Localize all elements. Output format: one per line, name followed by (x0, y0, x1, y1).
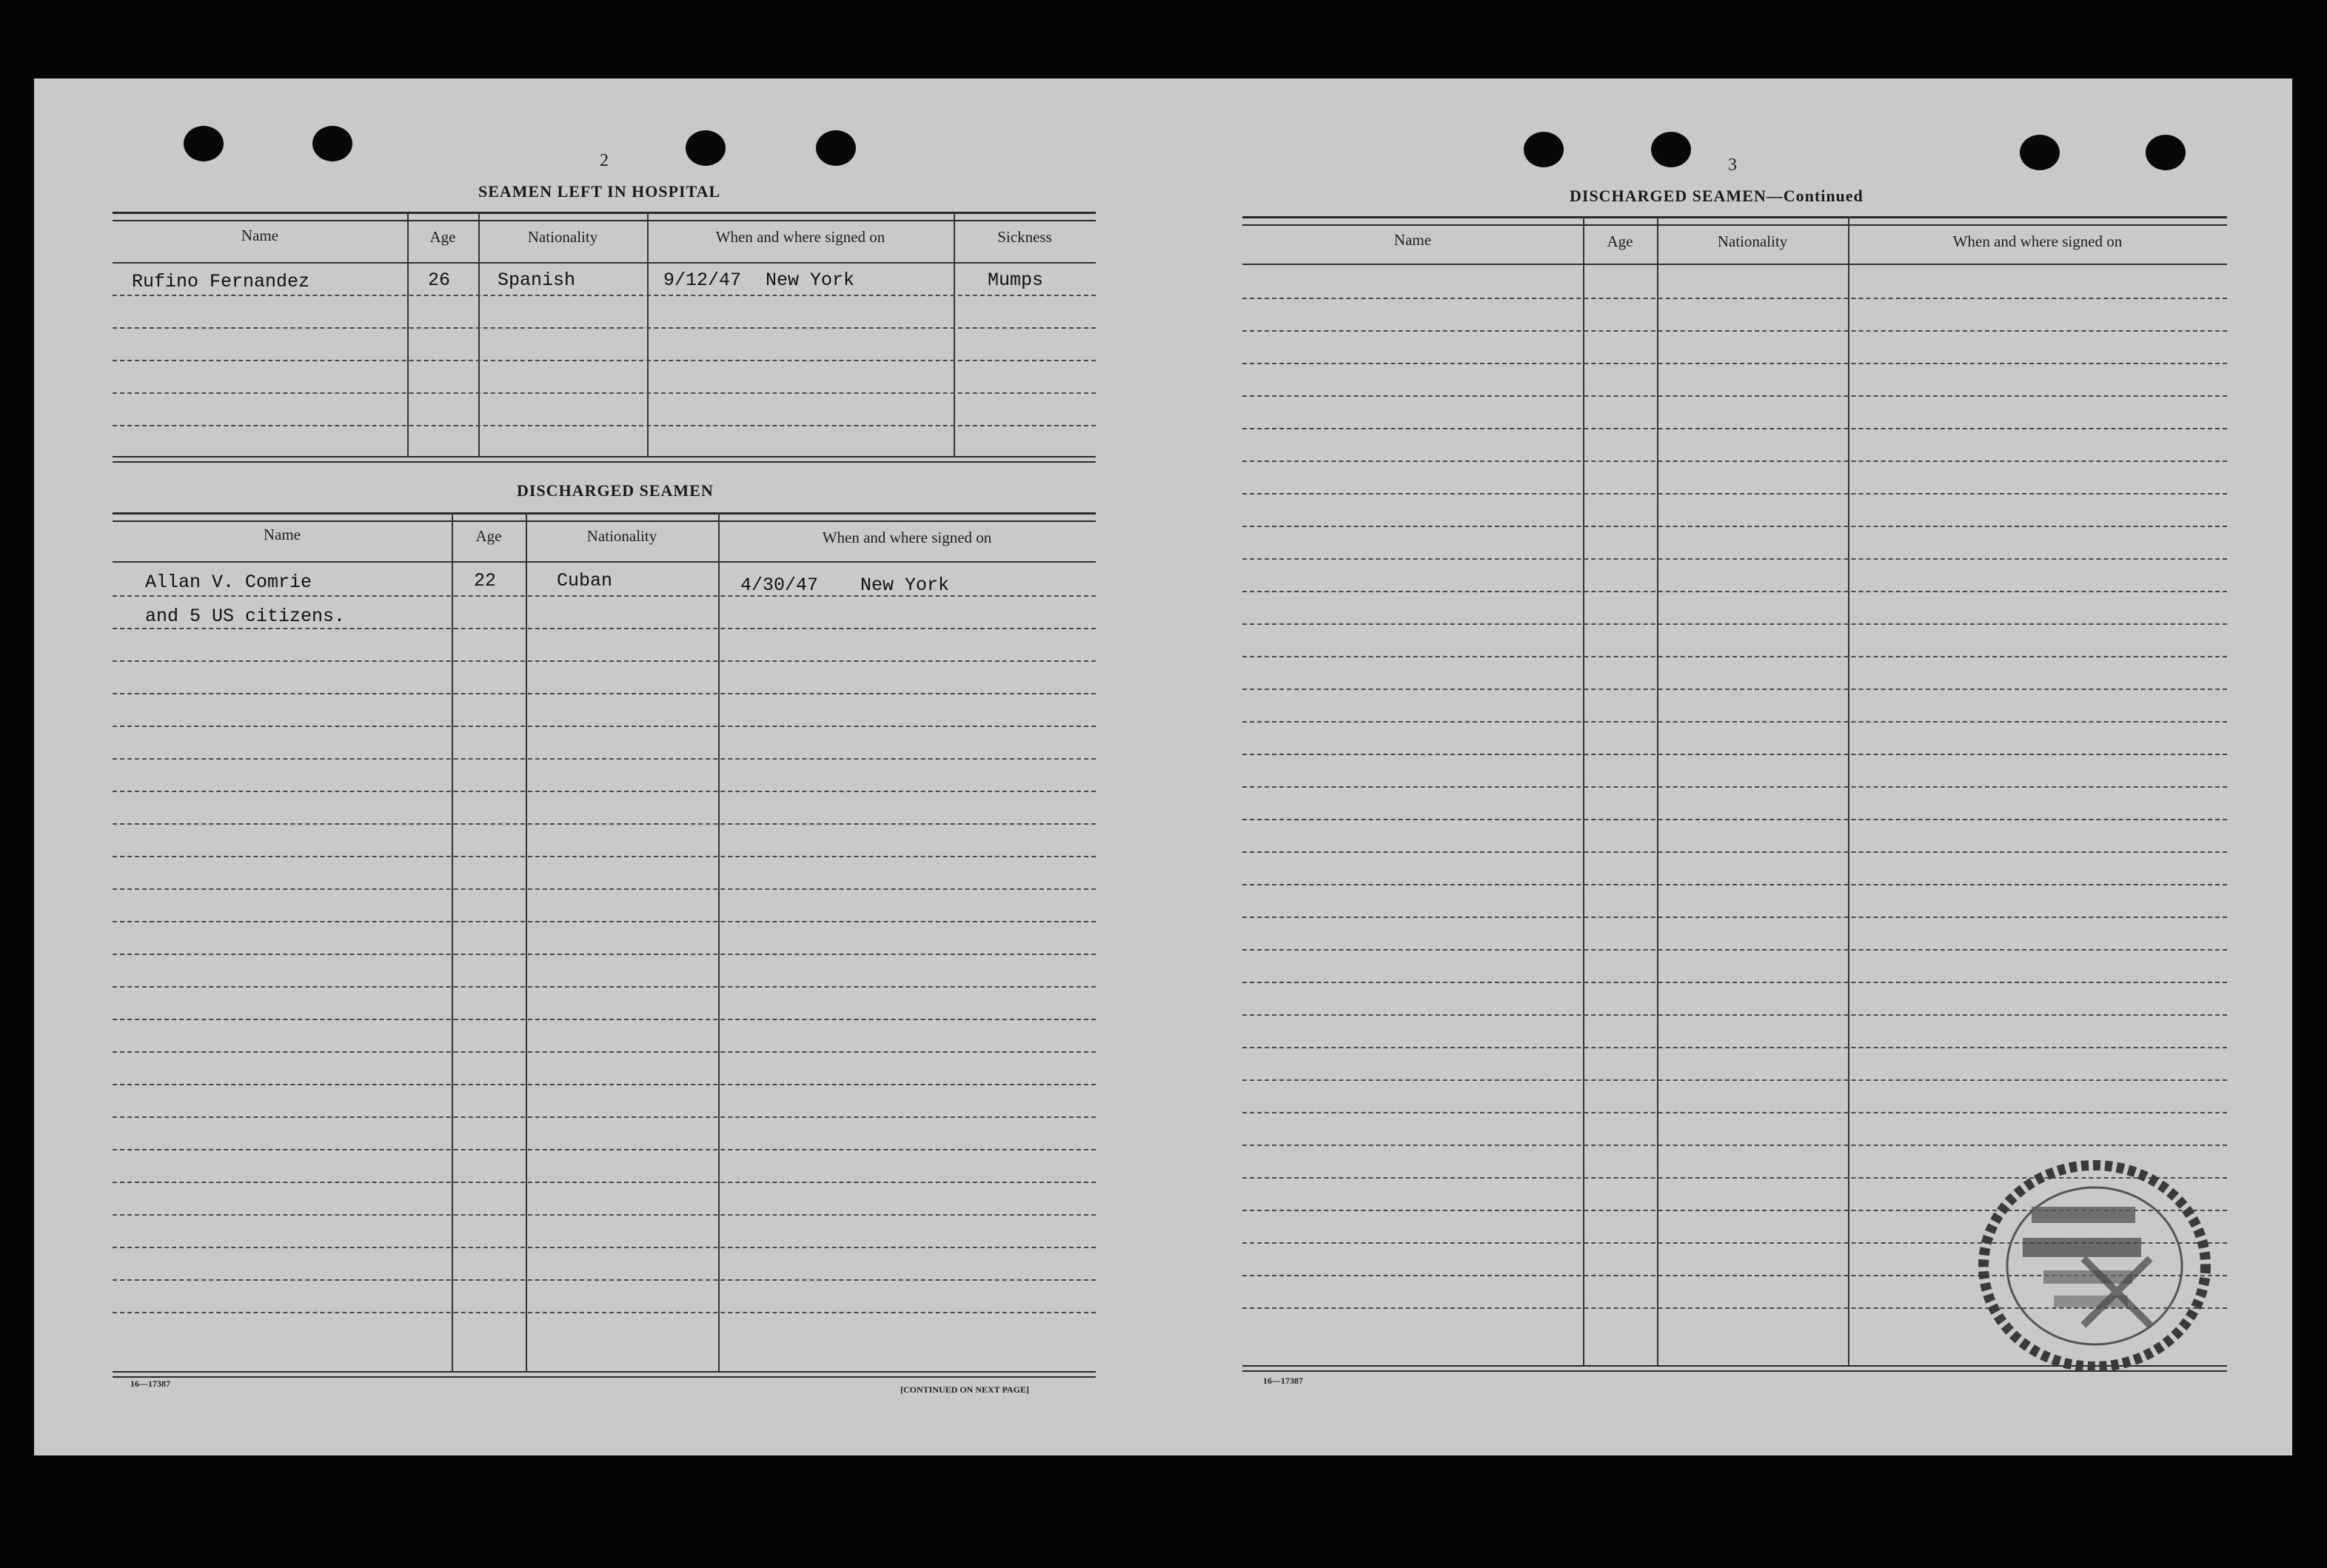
discharged-section-title: DISCHARGED SEAMEN (517, 481, 714, 500)
punch-hole (2020, 135, 2060, 170)
page-number-left: 2 (600, 151, 609, 170)
continued-note: [CONTINUED ON NEXT PAGE] (900, 1384, 1029, 1395)
discharged-col-signed-on: When and where signed on (822, 529, 992, 546)
continued-col-signed-on: When and where signed on (1952, 232, 2123, 250)
hospital-col-age: Age (429, 228, 456, 246)
hospital-row-age: 26 (428, 269, 451, 291)
discharged-row-nationality: Cuban (557, 570, 613, 592)
discharged-col-age: Age (475, 527, 502, 545)
discharged-col-nationality: Nationality (586, 527, 657, 545)
hospital-row-name: Rufino Fernandez (132, 271, 310, 292)
hospital-col-name: Name (241, 227, 279, 244)
punch-hole (1524, 132, 1564, 167)
discharged-continued-title: DISCHARGED SEAMEN—Continued (1570, 187, 1864, 205)
punch-hole (312, 126, 352, 161)
continued-col-age: Age (1607, 232, 1633, 250)
punch-hole (816, 130, 856, 166)
page-number-right: 3 (1728, 155, 1737, 175)
discharged-table (113, 512, 1096, 1378)
postmark-stamp (1972, 1155, 2217, 1377)
hospital-section-title: SEAMEN LEFT IN HOSPITAL (478, 182, 721, 201)
form-number-right: 16—17387 (1263, 1376, 1303, 1386)
punch-hole (184, 126, 224, 161)
punch-hole (1651, 132, 1691, 167)
hospital-row-sickness: Mumps (988, 269, 1044, 291)
hospital-table (113, 212, 1096, 463)
continued-col-nationality: Nationality (1717, 232, 1788, 250)
hospital-col-signed-on: When and where signed on (715, 228, 885, 246)
hospital-col-sickness: Sickness (997, 228, 1052, 246)
punch-hole (686, 130, 726, 166)
discharged-col-name: Name (263, 526, 301, 543)
discharged-row-name: Allan V. Comrie (145, 572, 312, 593)
discharged-row-date: 4/30/47 (740, 574, 819, 596)
discharged-row-note: and 5 US citizens. (145, 606, 346, 627)
hospital-col-nationality: Nationality (527, 228, 598, 246)
discharged-row-place: New York (860, 574, 950, 596)
hospital-row-date: 9/12/47 (663, 269, 742, 291)
hospital-row-nationality: Spanish (498, 269, 576, 291)
hospital-row-place: New York (766, 269, 855, 291)
form-number-left: 16—17387 (130, 1378, 170, 1389)
punch-hole (2146, 135, 2186, 170)
continued-col-name: Name (1393, 231, 1432, 249)
discharged-row-age: 22 (474, 570, 497, 592)
